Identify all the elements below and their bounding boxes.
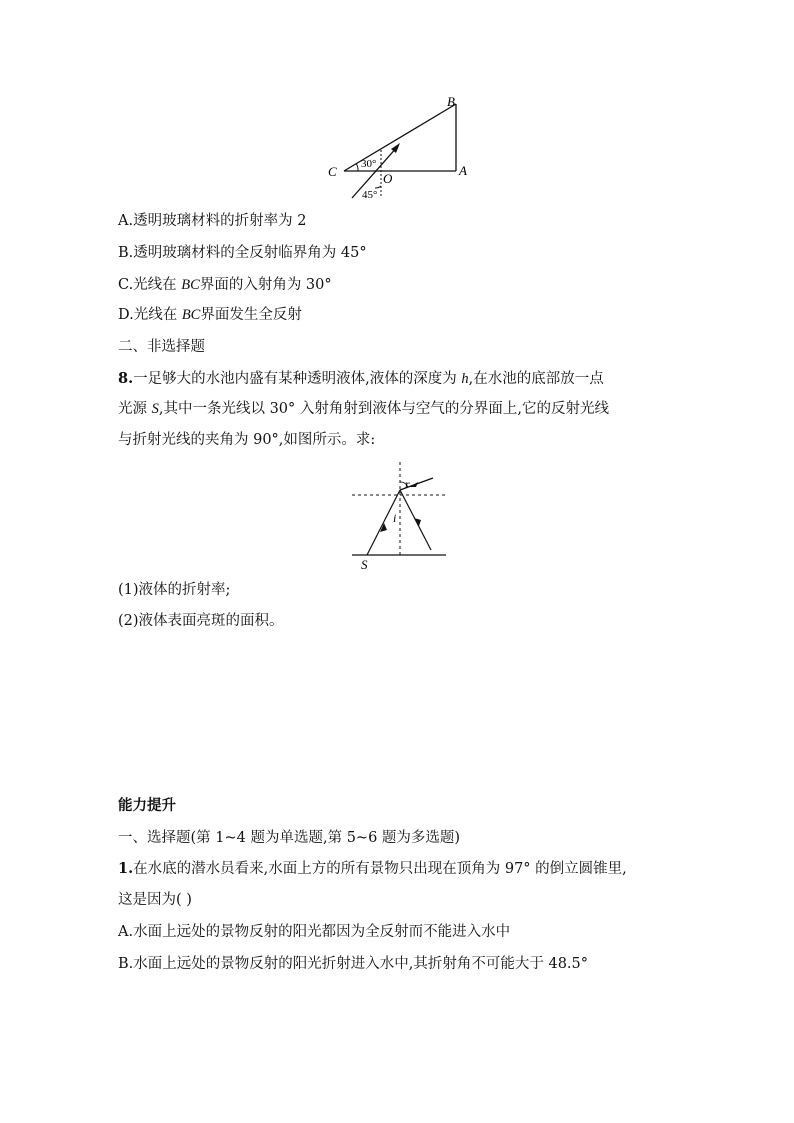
question-1-text-1: 在水底的潜水员看来,水面上方的所有景物只出现在顶角为 97° 的倒立圆锥里,	[133, 861, 627, 877]
label-i: i	[393, 511, 397, 525]
triangle-figure	[0, 0, 794, 210]
angle-arc-30	[356, 163, 358, 171]
label-s: S	[361, 557, 368, 572]
option-c-prefix: C.光线在	[118, 277, 182, 293]
refracted-arrowhead	[409, 482, 418, 487]
option-c	[118, 275, 332, 295]
option-b: B.透明玻璃材料的全反射临界角为 45°	[118, 245, 367, 261]
question-8-sub-2: (2)液体表面亮斑的面积。	[118, 613, 284, 629]
option-a: A.透明玻璃材料的折射率为 2	[118, 213, 307, 229]
question-8-sub-1: (1)液体的折射率;	[118, 582, 231, 598]
question-1-number: 1.	[118, 860, 134, 877]
question-8-text-2b: ,其中一条光线以 30° 入射角射到液体与空气的分界面上,它的反射光线	[158, 401, 609, 417]
question-8-line-1	[118, 369, 604, 389]
angle-arc-45	[375, 186, 381, 188]
option-d-bc: BC	[181, 307, 201, 323]
option-d	[118, 305, 302, 325]
option-c-bc: BC	[181, 277, 200, 293]
option-d-prefix: D.光线在	[118, 307, 182, 323]
question-1-line-1	[118, 859, 627, 879]
question-8-s: S	[151, 401, 159, 417]
refraction-figure	[0, 455, 794, 575]
question-1-line-2: 这是因为( )	[118, 892, 192, 908]
question-8-text-1b: ,在水池的底部放一点	[468, 371, 604, 387]
label-r: r	[405, 477, 410, 491]
question-8-line-3: 与折射光线的夹角为 90°,如图所示。求:	[118, 432, 376, 448]
section-title-ability: 能力提升	[118, 798, 176, 814]
label-o: O	[383, 171, 393, 186]
angle-45-label: 45°	[362, 189, 378, 201]
question-8-h: h	[461, 371, 469, 387]
label-a: A	[459, 163, 467, 178]
question-1-option-a: A.水面上远处的景物反射的阳光都因为全反射而不能进入水中	[118, 924, 511, 940]
question-8-line-2	[118, 399, 609, 419]
option-d-suffix: 界面发生全反射	[200, 307, 302, 323]
option-c-suffix: 界面的入射角为 30°	[199, 277, 332, 293]
question-8-number: 8.	[118, 370, 134, 387]
angle-30-label: 30°	[361, 158, 377, 170]
label-c: C	[328, 164, 337, 179]
question-8-text-1a: 一足够大的水池内盛有某种透明液体,液体的深度为	[133, 371, 462, 387]
section-subtitle-choice: 一、选择题(第 1~4 题为单选题,第 5~6 题为多选题)	[118, 830, 461, 846]
label-b: B	[447, 94, 455, 109]
question-1-option-b: B.水面上远处的景物反射的阳光折射进入水中,其折射角不可能大于 48.5°	[118, 956, 589, 972]
section-title-non-choice: 二、非选择题	[118, 339, 205, 355]
question-8-text-2a: 光源	[118, 401, 152, 417]
